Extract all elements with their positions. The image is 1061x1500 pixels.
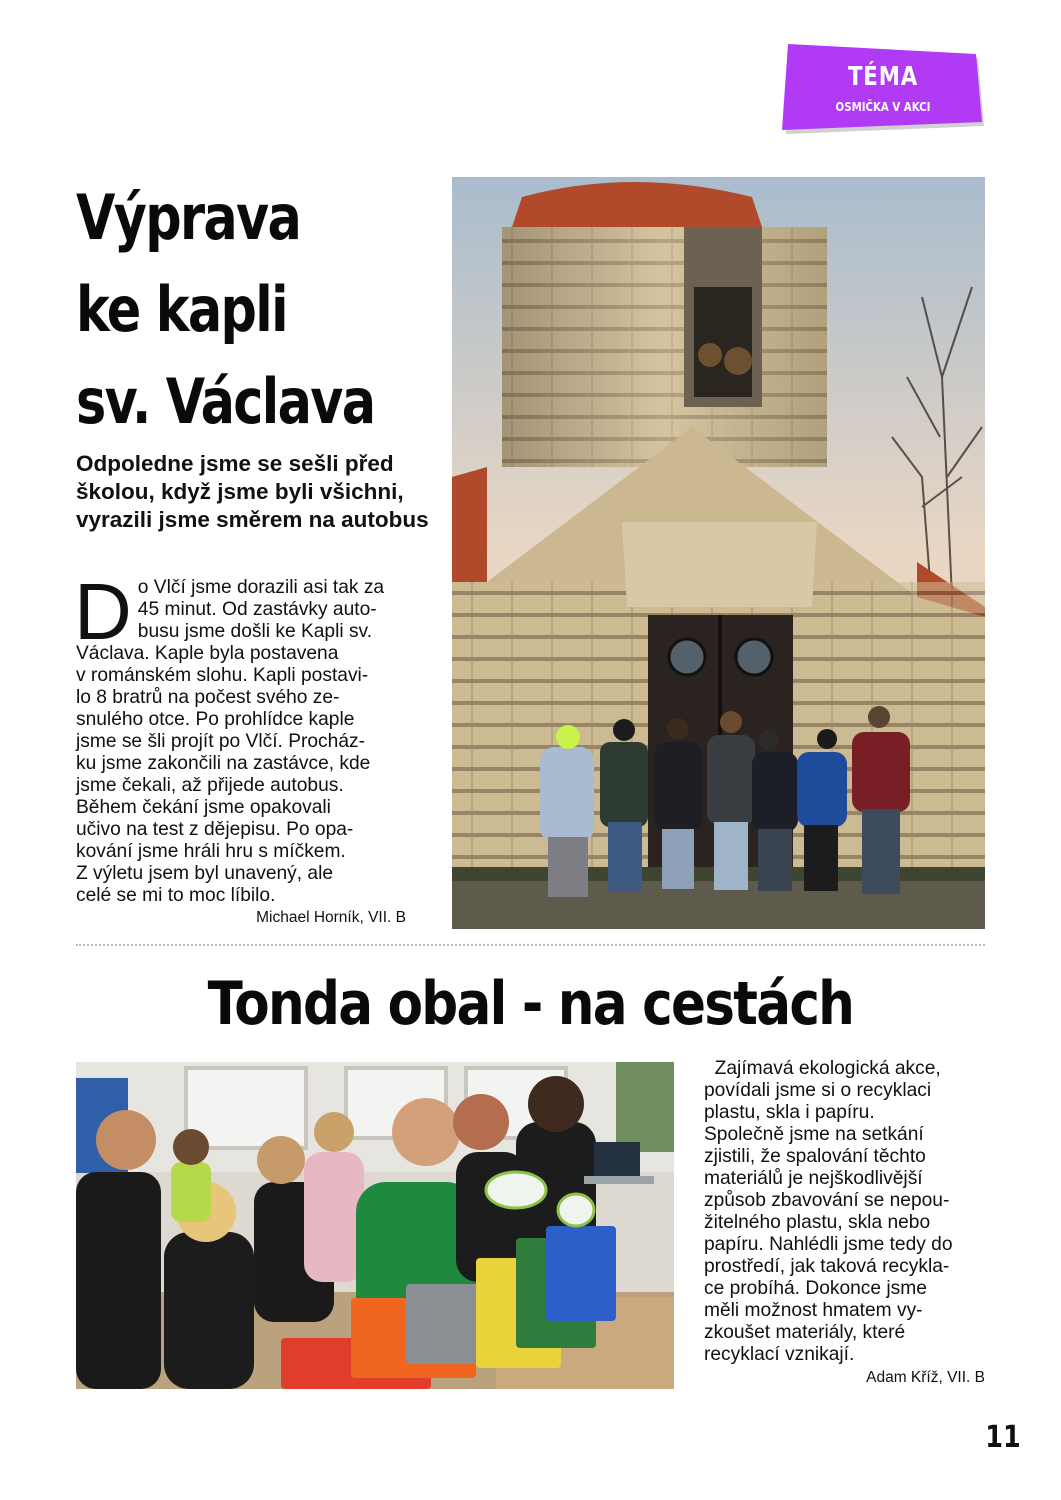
- chapel-group-photo: [452, 177, 985, 929]
- body-line: zjistili, že spalování těchto: [704, 1146, 926, 1167]
- body-line: jsme se šli projít po Vlčí. Procház-: [76, 731, 365, 752]
- body-line: Z výletu jsem byl unavený, ale: [76, 863, 334, 884]
- section-divider: [76, 944, 985, 946]
- body-line: lo 8 bratrů na počest svého ze-: [76, 687, 340, 708]
- body-line: plastu, skla i papíru.: [704, 1102, 875, 1123]
- body-line: způsob zbavování se nepou-: [704, 1190, 950, 1211]
- body-line: ku jsme zakončili na zastávce, kde: [76, 753, 371, 774]
- article1-body: [74, 567, 416, 907]
- body-line: busu jsme došli ke Kapli sv.: [137, 621, 373, 642]
- body-line: o Vlčí jsme dorazili asi tak za: [137, 577, 385, 598]
- body-line: Václava. Kaple byla postavena: [76, 643, 339, 664]
- body-line: v románském slohu. Kapli postavi-: [76, 665, 369, 686]
- section-title: TÉMA: [847, 62, 919, 92]
- headline-line: sv. Václava: [76, 365, 375, 438]
- body-line: celé se mi to moc líbilo.: [76, 885, 276, 906]
- body-line: měli možnost hmatem vy-: [704, 1300, 923, 1321]
- headline-line: Výprava: [76, 181, 301, 254]
- body-line: ce probíhá. Dokonce jsme: [704, 1278, 927, 1299]
- article2-headline: Tonda obal - na cestách: [207, 969, 854, 1039]
- article1-author: Michael Horník, VII. B: [256, 909, 406, 926]
- body-line: povídali jsme si o recyklaci: [704, 1080, 932, 1101]
- body-line: snulého otce. Po prohlídce kaple: [76, 709, 355, 730]
- article2-body: [704, 1058, 989, 1366]
- body-line: jsme čekali, až přijede autobus.: [76, 775, 344, 796]
- body-line: materiálů je nejškodlivější: [704, 1168, 923, 1189]
- page-number: 11: [985, 1420, 1021, 1455]
- body-line: recyklací vznikají.: [704, 1344, 855, 1365]
- body-line: Během čekání jsme opakovali: [76, 797, 331, 818]
- body-line: 45 minut. Od zastávky auto-: [137, 599, 377, 620]
- article2-author: Adam Kříž, VII. B: [866, 1369, 985, 1386]
- body-line: prostředí, jak taková recykla-: [704, 1256, 950, 1277]
- body-line: Zajímavá ekologická akce,: [704, 1058, 941, 1079]
- section-tag: [782, 44, 984, 132]
- body-line: žitelného plastu, skla nebo: [704, 1212, 931, 1233]
- body-line: zkoušet materiály, které: [704, 1322, 906, 1343]
- classroom-recycling-photo: [76, 1062, 674, 1389]
- body-line: učivo na test z dějepisu. Po opa-: [76, 819, 354, 840]
- body-line: kování jsme hráli hru s míčkem.: [76, 841, 346, 862]
- article1-headline: [76, 172, 379, 448]
- body-line: papíru. Nahlédli jsme tedy do: [704, 1234, 953, 1255]
- body-line: Společně jsme na setkání: [704, 1124, 924, 1145]
- headline-line: ke kapli: [76, 273, 287, 346]
- article1-lead: Odpoledne jsme se sešli před školou, když jsme byli všichni, vyrazili jsme směrem na autobus: [76, 451, 429, 532]
- drop-cap: D: [74, 567, 132, 656]
- section-subtitle: OSMIČKA V AKCI: [835, 100, 931, 114]
